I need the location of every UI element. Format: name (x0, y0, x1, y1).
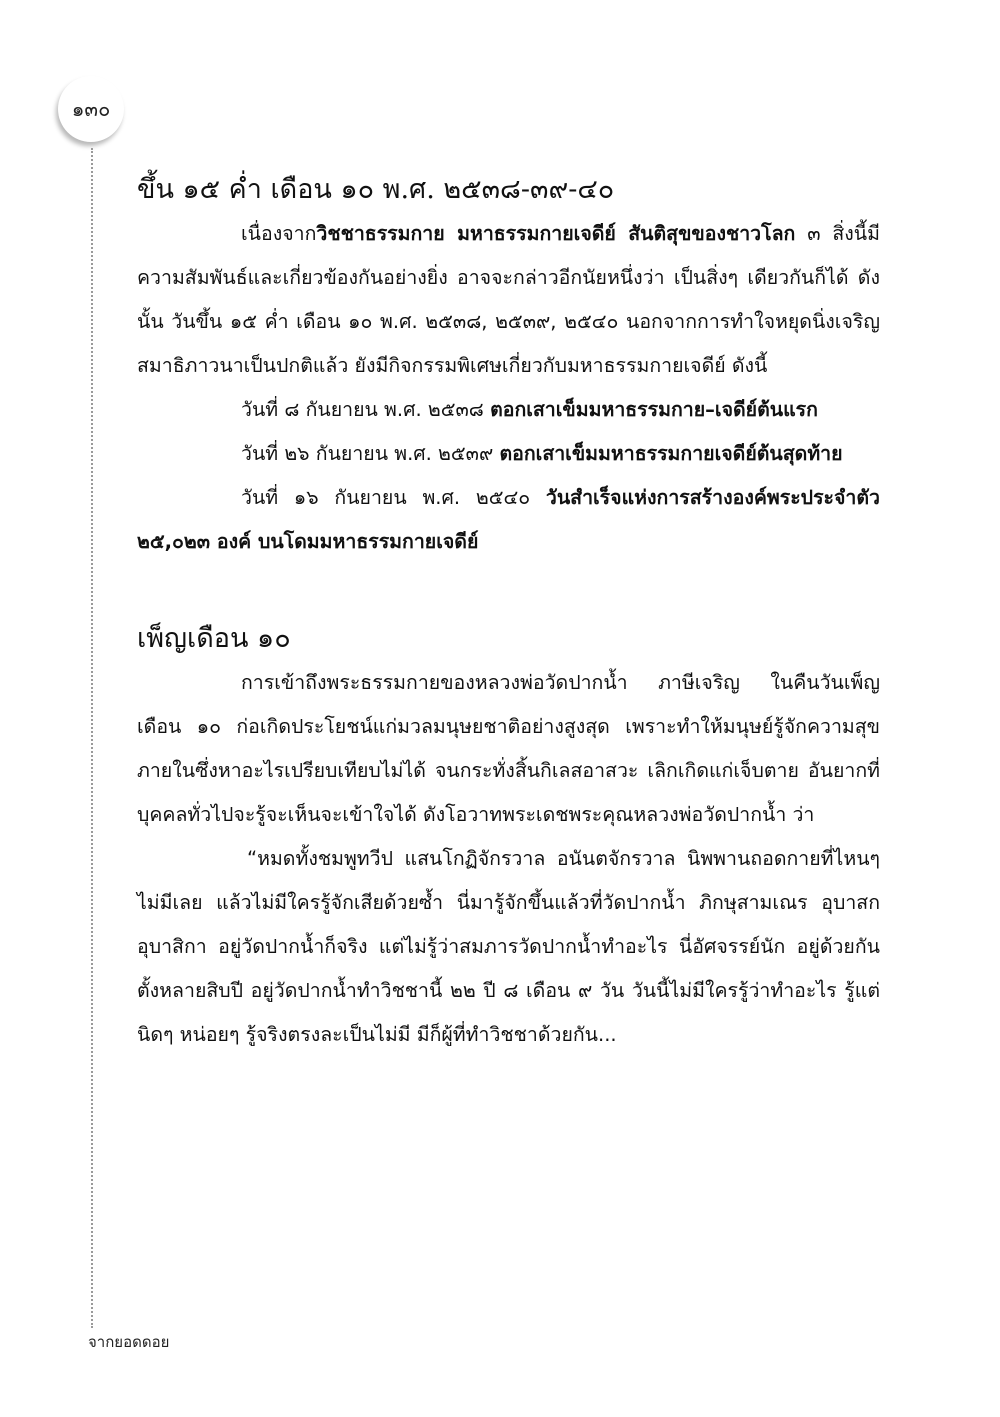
intro-text-2: ๓ สิ่งนี้มีความสัมพันธ์และเกี่ยวข้องกันอย่างยิ่ง อาจจะกล่าวอีกนัยหนึ่งว่า เป็นสิ่งๆ เดียวกันก็ได้ ดังนั้น วันขึ้น ๑๕ ค่ำ เดือน ๑๐ พ.ศ. ๒๕๓๘, ๒๕๓๙, ๒๕๔๐ นอกจากการทำใจหยุดนิ่งเจริญสมาธิภาวนาเป็นปกติแล้ว ยังมีกิจกรรมพิเศษเกี่ยวกับมหาธรรมกายเจดีย์ ดังนี้ (137, 222, 880, 377)
section-spacer (137, 564, 880, 617)
intro-paragraph (137, 212, 880, 388)
section-heading-full-moon: เพ็ญเดือน ๑๐ (137, 623, 291, 654)
section-heading-full-moon-date: ขึ้น ๑๕ ค่ำ เดือน ๑๐ พ.ศ. ๒๕๓๘-๓๙-๔๐ (137, 174, 615, 205)
event-description: ตอกเสาเข็มมหาธรรมกายเจดีย์ต้นสุดท้าย (499, 442, 843, 465)
event-date: วันที่ ๘ กันยายน พ.ศ. ๒๕๓๘ (241, 398, 491, 421)
page-number-badge (58, 76, 124, 142)
intro-bold-terms: วิชชาธรรมกาย มหาธรรมกายเจดีย์ สันติสุขของชาวโลก (316, 222, 796, 245)
event-description: ตอกเสาเข็มมหาธรรมกาย–เจดีย์ต้นแรก (490, 398, 818, 421)
event-description: วันสำเร็จแห่งการสร้างองค์พระประจำตัว ๒๕,๐๒๓ องค์ บนโดมมหาธรรมกายเจดีย์ (137, 486, 880, 553)
quote-paragraph: “หมดทั้งชมพูทวีป แสนโกฏิจักรวาล อนันตจักรวาล นิพพานถอดกายที่ไหนๆ ไม่มีเลย แล้วไม่มีใครรู้จักเสียด้วยซ้ำ นี่มารู้จักขึ้นแล้วที่วัดปากน้ำ ภิกษุสามเณร อุบาสก อุบาสิกา อยู่วัดปากน้ำก็จริง แต่ไม่รู้ว่าสมภารวัดปากน้ำทำอะไร นี่อัศจรรย์นัก อยู่ด้วยกันตั้งหลายสิบปี อยู่วัดปากน้ำทำวิชชานี้ ๒๒ ปี ๘ เดือน ๙ วัน วันนี้ไม่มีใครรู้ว่าทำอะไร รู้แต่นิดๆ หน่อยๆ รู้จริงตรงละเป็นไม่มี มีก็ผู้ที่ทำวิชชาด้วยกัน... (137, 847, 880, 1046)
event-item (137, 476, 880, 564)
event-item (137, 388, 880, 432)
event-item (137, 432, 880, 476)
page-content (137, 168, 880, 1057)
body-paragraph: การเข้าถึงพระธรรมกายของหลวงพ่อวัดปากน้ำ ภาษีเจริญ ในคืนวันเพ็ญ เดือน ๑๐ ก่อเกิดประโยชน์แก่มวลมนุษยชาติอย่างสูงสุด เพราะทำให้มนุษย์รู้จักความสุขภายในซึ่งหาอะไรเปรียบเทียบไม่ได้ จนกระทั่งสิ้นกิเลสอาสวะ เลิกเกิดแก่เจ็บตาย อันยากที่บุคคลทั่วไปจะรู้จะเห็นจะเข้าใจได้ ดังโอวาทพระเดชพระคุณหลวงพ่อวัดปากน้ำ ว่า (137, 671, 880, 826)
footer-book-title: จากยอดดอย (88, 1333, 170, 1351)
event-date: วันที่ ๒๖ กันยายน พ.ศ. ๒๕๓๙ (241, 442, 500, 465)
dotted-margin-rule (91, 148, 93, 1328)
intro-text-1: เนื่องจาก (241, 222, 317, 245)
event-date: วันที่ ๑๖ กันยายน พ.ศ. ๒๕๔๐ (241, 486, 546, 509)
page-number: ๑๓๐ (71, 97, 111, 121)
